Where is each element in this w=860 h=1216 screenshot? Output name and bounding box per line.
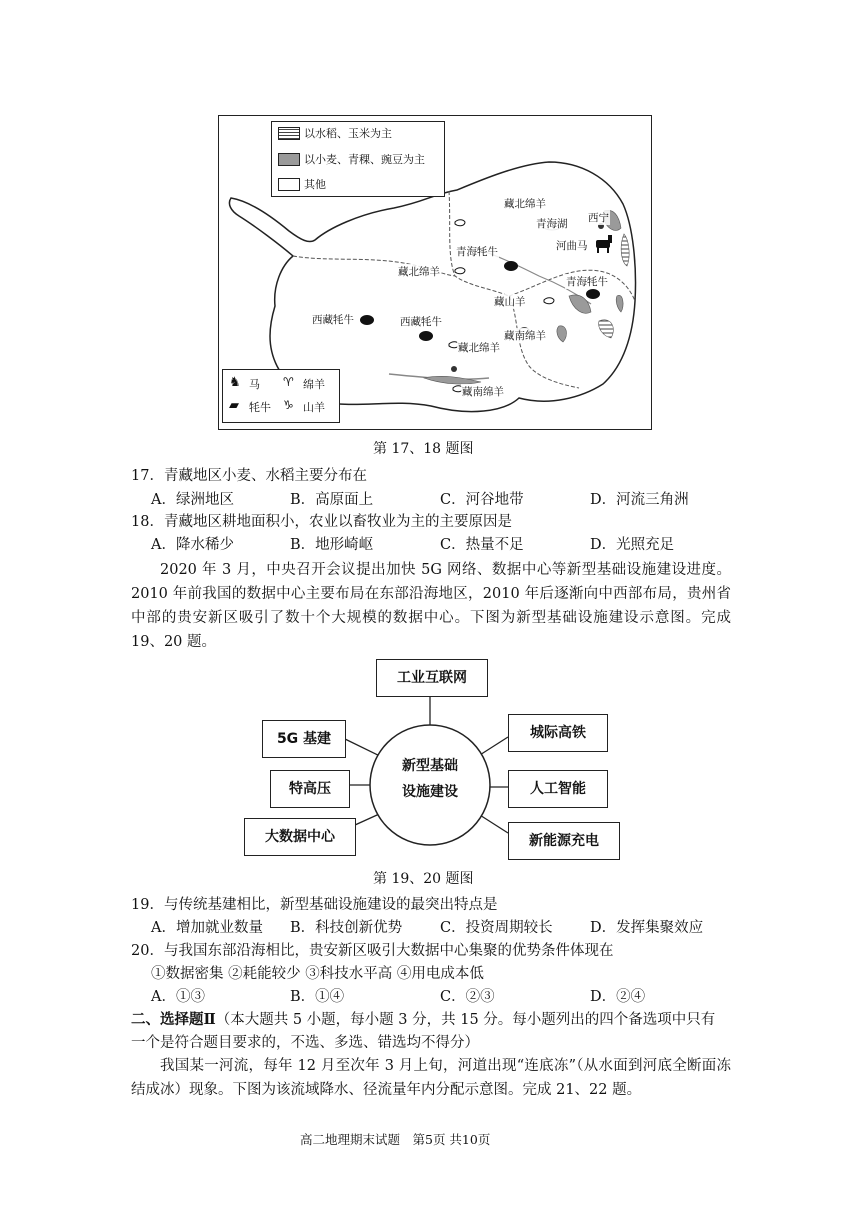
goat-icon: ♑ xyxy=(283,398,294,412)
crop-legend xyxy=(271,121,445,197)
box-industrial-internet: 工业互联网 xyxy=(376,659,488,697)
map-label: 青海牦牛 xyxy=(566,276,608,288)
legend-rice-corn-label: 以水稻、玉米为主 xyxy=(304,127,392,140)
map-label: 藏山羊 xyxy=(494,296,526,308)
map-label: 藏北绵羊 xyxy=(504,198,546,210)
box-ai: 人工智能 xyxy=(508,770,608,808)
q19-option-b: B．科技创新优势 xyxy=(290,920,403,936)
legend-sheep-label: 绵羊 xyxy=(303,378,325,391)
box-5g: 5G 基建 xyxy=(262,720,346,758)
section2-header xyxy=(131,1010,715,1030)
rice-corn-swatch xyxy=(278,127,300,140)
map-label: 河曲马 xyxy=(556,240,588,252)
q17-option-c: C．河谷地带 xyxy=(440,492,524,508)
map-label: 青海湖 xyxy=(536,218,568,230)
q17-option-b: B．高原面上 xyxy=(290,492,374,508)
map-label: 藏北绵羊 xyxy=(458,342,500,354)
q18-option-b: B．地形崎岖 xyxy=(290,537,374,553)
tibet-agriculture-map xyxy=(218,115,652,430)
map-label: 藏南绵羊 xyxy=(462,386,504,398)
map-label: 西藏牦牛 xyxy=(400,316,442,328)
q17-option-a: A．绿洲地区 xyxy=(151,492,234,508)
q18-option-a: A．降水稀少 xyxy=(151,537,234,553)
legend-horse-label: 马 xyxy=(249,378,260,391)
box-new-energy: 新能源充电 xyxy=(508,822,620,860)
horse-icon: ♞ xyxy=(229,375,241,390)
map-label: 藏北绵羊 xyxy=(398,266,440,278)
q20-stem: 20．与我国东部沿海相比，贵安新区吸引大数据中心集聚的优势条件体现在 xyxy=(131,943,614,959)
diagram-caption: 第 19、20 题图 xyxy=(373,871,474,887)
animal-legend xyxy=(222,369,340,423)
q20-option-b: B．①④ xyxy=(290,989,345,1005)
diagram-center-line1: 新型基础 xyxy=(402,758,458,774)
q17-option-d: D．河流三角洲 xyxy=(590,492,689,508)
yak-icon: ▰ xyxy=(229,398,239,413)
map-label: 藏南绵羊 xyxy=(504,330,546,342)
map-caption: 第 17、18 题图 xyxy=(373,441,474,457)
q18-option-d: D．光照充足 xyxy=(590,537,675,553)
wheat-barley-swatch xyxy=(278,153,300,166)
box-intercity-rail: 城际高铁 xyxy=(508,714,608,752)
diagram-center-line2: 设施建设 xyxy=(402,784,458,800)
q18-option-c: C．热量不足 xyxy=(440,537,524,553)
q17-stem: 17．青藏地区小麦、水稻主要分布在 xyxy=(131,468,367,484)
section2-desc2: 一个是符合题目要求的，不选、多选、错选均不得分） xyxy=(131,1035,479,1051)
q19-option-a: A．增加就业数量 xyxy=(151,920,263,936)
q19-stem: 19．与传统基建相比，新型基础设施建设的最突出特点是 xyxy=(131,897,498,913)
passage-19-20: 2020 年 3 月，中央召开会议提出加快 5G 网络、数据中心等新型基础设施建设进度。2010 年前我国的数据中心主要布局在东部沿海地区，2010 年后逐渐向中西部布局，贵州省中部的贵安新区吸引了数十个大规模的数据中心。下图为新型基础设施建设示意图。完成 19、20 题。 xyxy=(131,562,731,650)
map-label: 青海牦牛 xyxy=(456,246,498,258)
legend-goat-label: 山羊 xyxy=(303,401,325,414)
q20-items: ①数据密集 ②耗能较少 ③科技水平高 ④用电成本低 xyxy=(151,966,484,982)
q19-option-c: C．投资周期较长 xyxy=(440,920,553,936)
q20-option-a: A．①③ xyxy=(151,989,205,1005)
page-footer: 高二地理期末试题 第5页 共10页 xyxy=(300,1132,491,1147)
legend-wheat-barley-label: 以小麦、青稞、豌豆为主 xyxy=(304,153,425,166)
map-label: 西宁 xyxy=(588,212,609,224)
q20-option-d: D．②④ xyxy=(590,989,646,1005)
q20-option-c: C．②③ xyxy=(440,989,495,1005)
passage-21-22: 我国某一河流，每年 12 月至次年 3 月上旬，河道出现“连底冻”（从水面到河底全断面冻结成冰）现象。下图为该流域降水、径流量年内分配示意图。完成 21、22 题。 xyxy=(131,1058,731,1098)
sheep-icon: ♈ xyxy=(283,375,294,389)
box-uhv: 特高压 xyxy=(270,770,350,808)
q18-stem: 18．青藏地区耕地面积小，农业以畜牧业为主的主要原因是 xyxy=(131,514,512,530)
section2-title: 二、选择题Ⅱ xyxy=(131,1011,216,1028)
section2-desc1: （本大题共 5 小题，每小题 3 分，共 15 分。每小题列出的四个备选项中只有 xyxy=(215,1012,716,1028)
legend-other-label: 其他 xyxy=(304,178,326,191)
other-swatch xyxy=(278,178,300,191)
map-label: 西藏牦牛 xyxy=(312,314,354,326)
q19-option-d: D．发挥集聚效应 xyxy=(590,920,704,936)
legend-yak-label: 牦牛 xyxy=(249,401,271,414)
box-big-data-center: 大数据中心 xyxy=(244,818,356,856)
